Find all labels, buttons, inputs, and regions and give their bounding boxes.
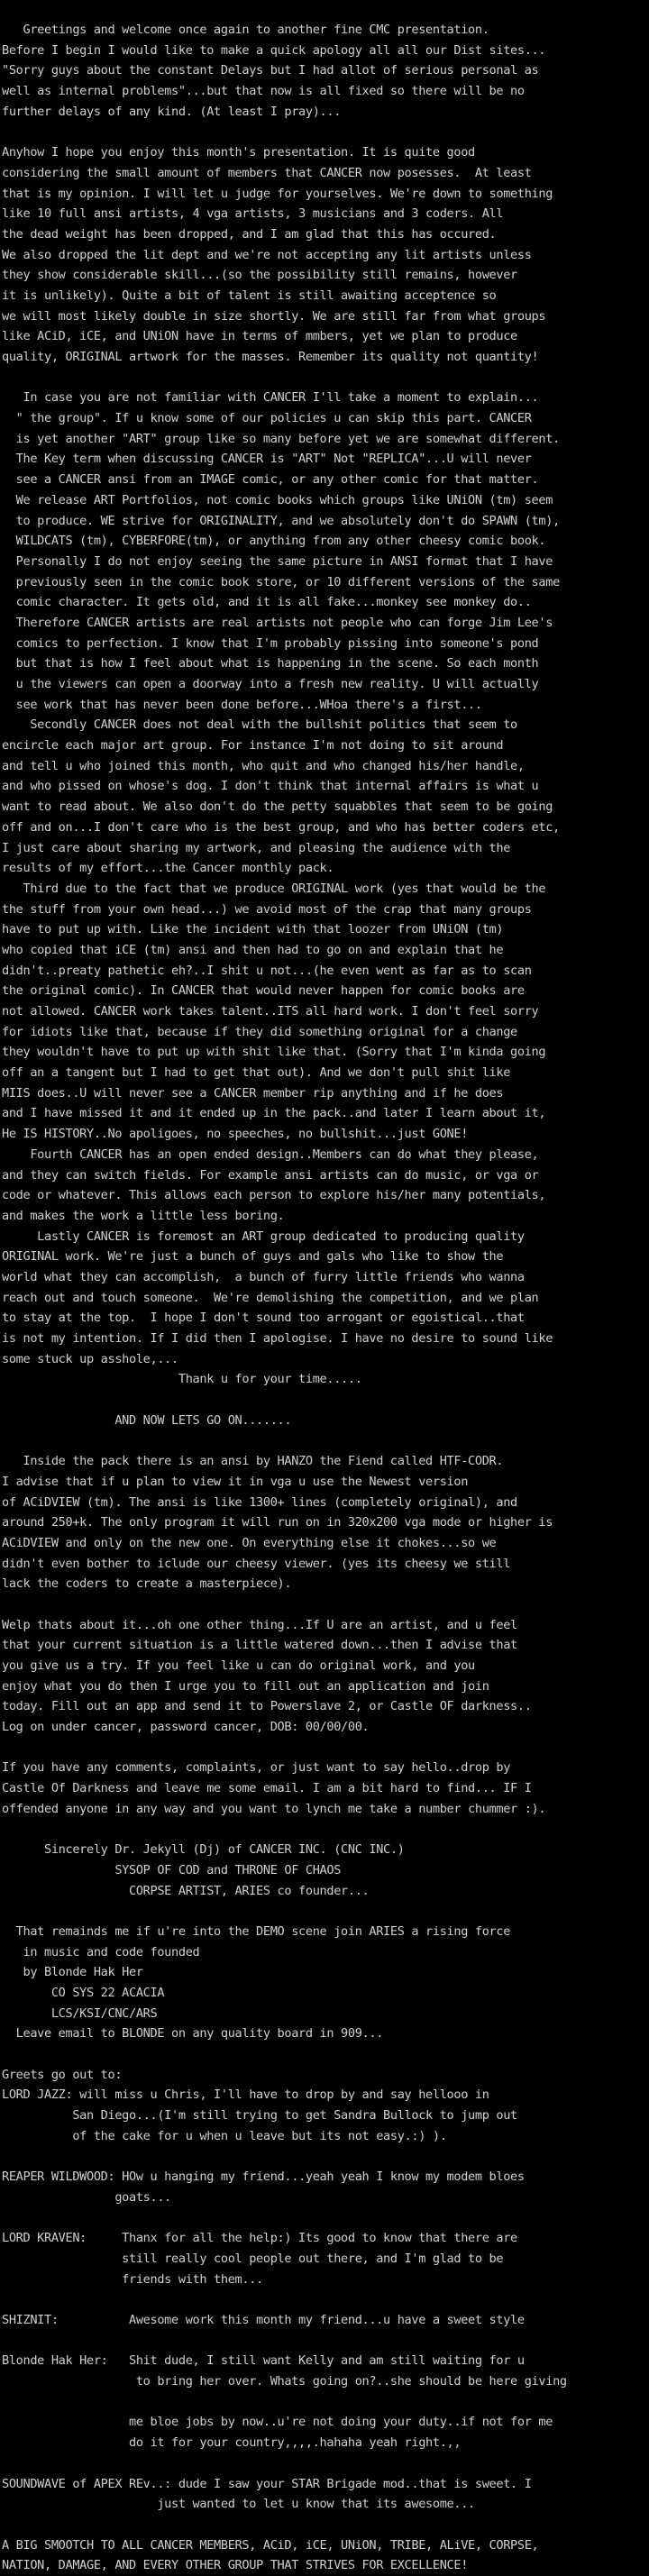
text-line: LORD JAZZ: will miss u Chris, I'll have to drop by and say hellooo in <box>2 2087 489 2103</box>
text-line: Before I begin I would like to make a quick apology all all our Dist sites... <box>2 42 546 58</box>
text-line: world what they can accomplish, a bunch of furry little friends who wanna <box>2 1269 525 1284</box>
text-line: Leave email to BLONDE on any quality board in 909... <box>2 2026 384 2042</box>
text-line: of ACiDVIEW (tm). The ansi is like 1300+ lines (completely original), and <box>2 1494 517 1510</box>
text-line: further delays of any kind. (At least I pray)... <box>2 104 342 119</box>
text-line: Inside the pack there is an ansi by HANZO the Fiend called HTF-CODR. <box>2 1454 504 1469</box>
text-line <box>2 1594 647 1615</box>
text-line: me bloe jobs by now..u're not doing your duty..if not for me <box>2 2415 553 2430</box>
text-line: Personally I do not enjoy seeing the same picture in ANSI format that I have <box>2 553 553 569</box>
text-line <box>2 2392 647 2413</box>
text-line: it is unlikely). Quite a bit of talent is still awaiting acceptence so <box>2 288 497 303</box>
text-line: ACiDVIEW and only on the new one. On everything else it chokes...so we <box>2 1535 497 1550</box>
text-line: friends with them... <box>2 2271 263 2287</box>
text-line: see a CANCER ansi from an IMAGE comic, or any other comic for that matter. <box>2 472 539 488</box>
text-line: but that is how I feel about what is happening in the scene. So each month <box>2 656 539 671</box>
text-line: we will most likely double in size shortly. We are still far from what groups <box>2 308 546 324</box>
text-line: some stuck up asshole,... <box>2 1351 178 1366</box>
text-line: for idiots like that, because if they did something original for a change <box>2 1024 517 1039</box>
text-line: He IS HISTORY..No apoligoes, no speeches, no bullshit...just GONE! <box>2 1127 469 1142</box>
text-line <box>2 2331 647 2352</box>
text-line: I advise that if u plan to view it in vga u use the Newest version <box>2 1474 469 1489</box>
text-line: SHIZNIT: Awesome work this month my friend...u have a sweet style <box>2 2313 525 2327</box>
text-line: code or whatever. This allows each person to explore his/her many potentials, <box>2 1188 546 1203</box>
text-line <box>2 2453 647 2474</box>
text-line <box>2 2515 647 2535</box>
text-line: "Sorry guys about the constant Delays but I had allot of serious personal as <box>2 63 539 78</box>
text-line: A BIG SMOOTCH TO ALL CANCER MEMBERS, ACiD, iCE, UNiON, TRIBE, ALiVE, CORPSE, <box>2 2537 539 2553</box>
text-line: that your current situation is a little watered down...then I advise that <box>2 1638 517 1653</box>
text-line <box>2 2147 647 2168</box>
text-line: results of my effort...the Cancer monthly pack. <box>2 861 334 876</box>
text-line: do it for your country,,,,.hahaha yeah right.,, <box>2 2435 462 2451</box>
text-line: goats... <box>2 2189 172 2205</box>
text-line: still really cool people out there, and I'm glad to be <box>2 2251 504 2266</box>
text-line: If you have any comments, complaints, or just want to say hello..drop by <box>2 1760 511 1776</box>
text-line: offended anyone in any way and you want to lynch me take a number chummer :). <box>2 1801 546 1816</box>
text-line: and who pissed on whose's dog. I don't think that internal affairs is what u <box>2 779 539 794</box>
text-line <box>2 1901 647 1922</box>
text-line: to stay at the top. I hope I don't sound too arrogant or egoistical..that <box>2 1311 525 1326</box>
text-line: comics to perfection. I know that I'm probably pissing into someone's pond <box>2 635 539 651</box>
text-line: like 10 full ansi artists, 4 vga artists, 3 musicians and 3 coders. All <box>2 206 504 222</box>
text-line: to bring her over. Whats going on?..she should be here giving <box>2 2374 567 2389</box>
text-line: quality, ORIGINAL artwork for the masses. Remember its quality not quantity! <box>2 350 539 364</box>
text-line: and they can switch fields. For example ansi artists can do music, or vga or <box>2 1167 539 1183</box>
text-line: SYSOP OF COD and THRONE OF CHAOS <box>2 1862 342 1877</box>
text-line: LCS/KSI/CNC/ARS <box>2 2005 158 2021</box>
text-line: like ACiD, iCE, and UNiON have in terms of mmbers, yet we plan to produce <box>2 329 517 344</box>
text-line <box>2 2044 647 2065</box>
text-line <box>2 2208 647 2229</box>
text-line: encircle each major art group. For instance I'm not doing to sit around <box>2 738 504 754</box>
text-line: to produce. WE strive for ORIGINALITY, and we absolutely don't do SPAWN (tm), <box>2 513 560 528</box>
text-line: and tell u who joined this month, who quit and who changed his/her handle, <box>2 758 525 773</box>
text-line: Castle Of Darkness and leave me some email. I am a bit hard to find... IF I <box>2 1781 532 1796</box>
text-line: AND NOW LETS GO ON....... <box>2 1412 292 1428</box>
text-line <box>2 2289 647 2310</box>
text-line: u the viewers can open a doorway into a fresh new reality. U will actually <box>2 677 539 691</box>
text-line: and I have missed it and it ended up in the pack..and later I learn about it, <box>2 1106 546 1121</box>
text-line <box>2 1430 647 1451</box>
text-line: Sincerely Dr. Jekyll (Dj) of CANCER INC. (CNC INC.) <box>2 1842 405 1858</box>
text-line: San Diego...(I'm still trying to get Sandra Bullock to jump out <box>2 2108 517 2124</box>
text-line <box>2 122 647 142</box>
text-line: In case you are not familiar with CANCER I'll take a moment to explain... <box>2 390 539 406</box>
text-line: LORD KRAVEN: Thanx for all the help:) Its good to know that there are <box>2 2231 517 2246</box>
text-line: REAPER WILDWOOD: HOw u hanging my friend...yeah yeah I know my modem bloes <box>2 2170 525 2185</box>
text-line: I just care about sharing my artwork, and pleasing the audience with the <box>2 840 511 855</box>
text-line: We release ART Portfolios, not comic books which groups like UNiON (tm) seem <box>2 492 553 507</box>
text-line: CO SYS 22 ACACIA <box>2 1986 165 2000</box>
text-line: you give us a try. If you feel like u can do original work, and you <box>2 1658 475 1673</box>
text-line: Log on under cancer, password cancer, DOB: 00/00/00. <box>2 1720 370 1735</box>
text-line: SOUNDWAVE of APEX REv..: dude I saw your STAR Brigade mod..that is sweet. I <box>2 2476 532 2491</box>
text-line: Third due to the fact that we produce ORIGINAL work (yes that would be the <box>2 881 546 896</box>
text-line: Secondly CANCER does not deal with the bullshit politics that seem to <box>2 717 517 733</box>
text-line: is not my intention. If I did then I apologise. I have no desire to sound like <box>2 1331 553 1346</box>
text-line: MIIS does..U will never see a CANCER member rip anything and if he does <box>2 1085 504 1101</box>
text-line: Lastly CANCER is foremost an ART group dedicated to producing quality <box>2 1229 525 1244</box>
text-line <box>2 1738 647 1758</box>
text-line: is yet another "ART" group like so many before yet we are somewhat different. <box>2 431 560 446</box>
text-line: in music and code founded <box>2 1944 200 1959</box>
text-line: off an a tangent but I had to get that out). And we don't pull shit like <box>2 1065 511 1081</box>
text-line: Anyhow I hope you enjoy this month's presentation. It is quite good <box>2 145 475 160</box>
text-line: NATION, DAMAGE, AND EVERY OTHER GROUP THAT STRIVES FOR EXCELLENCE! <box>2 2558 469 2573</box>
text-line: see work that has never been done before...WHoa there's a first... <box>2 697 482 712</box>
text-line: Therefore CANCER artists are real artists not people who can forge Jim Lee's <box>2 615 553 630</box>
text-line: CORPSE ARTIST, ARIES co founder... <box>2 1883 370 1898</box>
text-line: previously seen in the comic book store, or 10 different versions of the same <box>2 574 560 589</box>
text-line: they show considerable skill...(so the possibility still remains, however <box>2 268 517 283</box>
text-line: they wouldn't have to put up with shit like that. (Sorry that I'm kinda going <box>2 1045 546 1060</box>
text-line <box>2 1820 647 1841</box>
text-line: the original comic). In CANCER that would never happen for comic books are <box>2 983 525 999</box>
text-line: the stuff from your own head...) we avoid most of the crap that many groups <box>2 901 532 917</box>
text-line: want to read about. We also don't do the petty squabbles that seem to be going <box>2 799 553 815</box>
text-line: by Blonde Hak Her <box>2 1965 143 1980</box>
text-line: off and on...I don't care who is the best group, and who has better coders etc, <box>2 819 560 835</box>
text-line: have to put up with. Like the incident with that loozer from UNiON (tm) <box>2 922 504 937</box>
text-line: who copied that iCE (tm) ansi and then had to go on and explain that he <box>2 942 504 957</box>
text-line: the dead weight has been dropped, and I am glad that this has occured. <box>2 226 497 242</box>
text-line: just wanted to let u know that its awesome... <box>2 2497 475 2512</box>
text-line: WILDCATS (tm), CYBERFORE(tm), or anything from any other cheesy comic book. <box>2 534 546 549</box>
text-line: Blonde Hak Her: Shit dude, I still want Kelly and am still waiting for u <box>2 2353 525 2369</box>
text-line <box>2 1390 647 1411</box>
text-line: Welp thats about it...oh one other thing...If U are an artist, and u feel <box>2 1617 517 1632</box>
text-line: didn't..preaty pathetic eh?..I shit u not...(he even went as far as to scan <box>2 963 532 978</box>
text-line: that is my opinion. I will let u judge for yourselves. We're down to something <box>2 186 553 201</box>
text-line: Greets go out to: <box>2 2067 123 2082</box>
text-line: " the group". If u know some of our policies u can skip this part. CANCER <box>2 411 532 426</box>
text-line: Fourth CANCER has an open ended design..Members can do what they please, <box>2 1146 539 1162</box>
text-line: enjoy what you do then I urge you to fill out an application and join <box>2 1678 489 1694</box>
text-line: well as internal problems"...but that now is all fixed so there will be no <box>2 84 525 99</box>
text-line: Greetings and welcome once again to another fine CMC presentation. <box>2 23 489 37</box>
text-line: comic character. It gets old, and it is all fake...monkey see monkey do.. <box>2 595 532 610</box>
text-line: We also dropped the lit dept and we're not accepting any lit artists unless <box>2 247 532 262</box>
text-line: of the cake for u when u leave but its not easy.:) ). <box>2 2128 447 2143</box>
text-line: today. Fill out an app and send it to Powerslave 2, or Castle OF darkness.. <box>2 1699 532 1714</box>
text-line: reach out and touch someone. We're demolishing the competition, and we plan <box>2 1290 539 1305</box>
text-line: considering the small amount of members that CANCER now posesses. At least <box>2 165 532 180</box>
text-line: ORIGINAL work. We're just a bunch of guys and gals who like to show the <box>2 1249 504 1265</box>
text-line: lack the coders to create a masterpiece). <box>2 1576 292 1592</box>
text-line: didn't even bother to iclude our cheesy viewer. (yes its cheesy we still <box>2 1556 511 1571</box>
text-line: The Key term when discussing CANCER is "ART" Not "REPLICA"...U will never <box>2 452 532 467</box>
text-line: and makes the work a little less boring. <box>2 1208 285 1223</box>
text-line <box>2 368 647 388</box>
text-line: not allowed. CANCER work takes talent..ITS all hard work. I don't feel sorry <box>2 1004 539 1019</box>
text-line: around 250+k. The only program it will run on in 320x200 vga mode or higher is <box>2 1515 553 1530</box>
text-line: Thank u for your time..... <box>2 1372 362 1387</box>
text-line: That remainds me if u're into the DEMO scene join ARIES a rising force <box>2 1923 511 1939</box>
